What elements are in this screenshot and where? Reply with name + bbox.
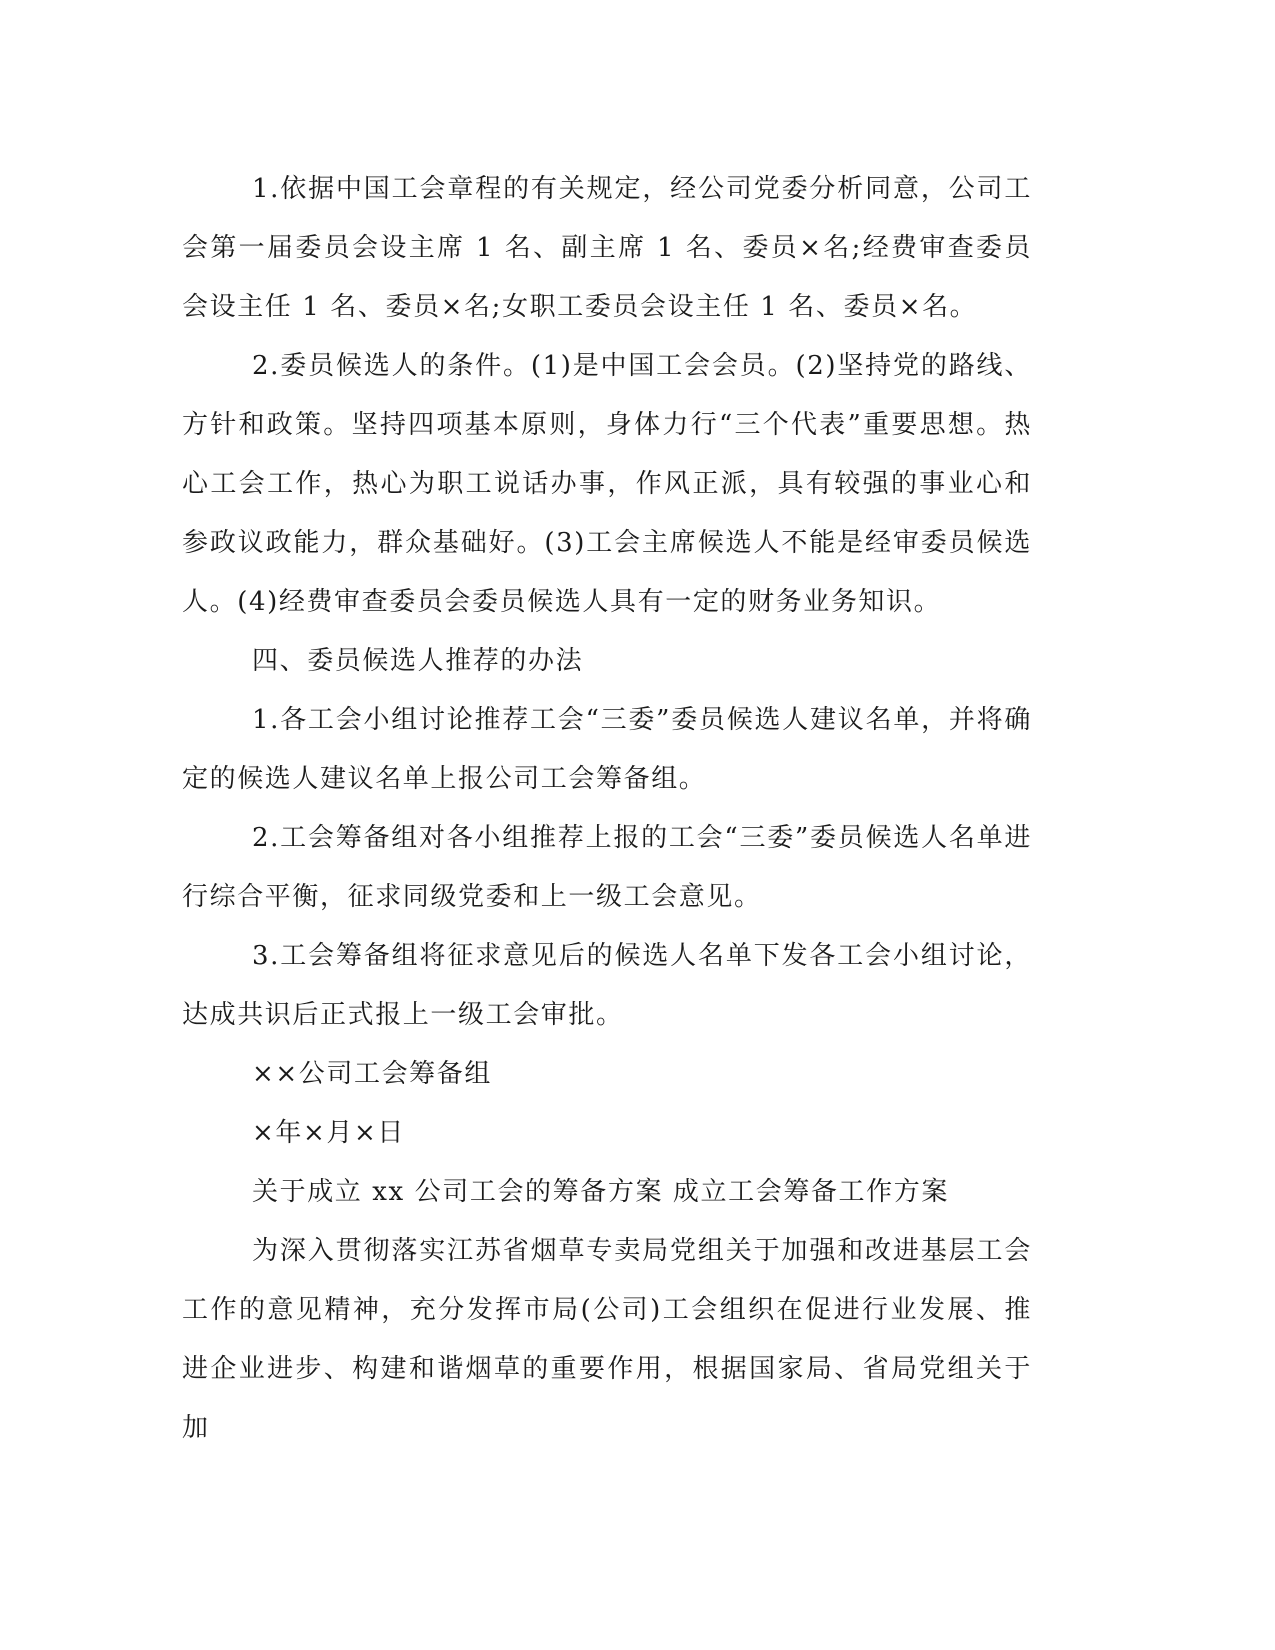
paragraph-committee-setup: 1.依据中国工会章程的有关规定，经公司党委分析同意，公司工会第一届委员会设主席 1 名、副主席 1 名、委员×名;经费审查委员会设主任 1 名、委员×名;女职工委员会设主任 1 名、委员×名。 bbox=[182, 174, 1032, 322]
paragraph-recommend-step-1: 1.各工会小组讨论推荐工会“三委”委员候选人建议名单，并将确定的候选人建议名单上报公司工会筹备组。 bbox=[182, 705, 1032, 794]
section-heading-recommendation-method: 四、委员候选人推荐的办法 bbox=[252, 646, 584, 676]
document-subtitle: 关于成立 xx 公司工会的筹备方案 成立工会筹备工作方案 bbox=[252, 1177, 949, 1207]
paragraph-intro-purpose: 为深入贯彻落实江苏省烟草专卖局党组关于加强和改进基层工会工作的意见精神，充分发挥市局(公司)工会组织在促进行业发展、推进企业进步、构建和谐烟草的重要作用，根据国家局、省局党组关于加 bbox=[182, 1236, 1032, 1443]
paragraph-recommend-step-3: 3.工会筹备组将征求意见后的候选人名单下发各工会小组讨论，达成共识后正式报上一级工会审批。 bbox=[182, 941, 1032, 1030]
signature-organization: ××公司工会筹备组 bbox=[252, 1059, 492, 1089]
signature-date: ×年×月×日 bbox=[252, 1118, 405, 1148]
paragraph-candidate-conditions: 2.委员候选人的条件。(1)是中国工会会员。(2)坚持党的路线、方针和政策。坚持四项基本原则，身体力行“三个代表”重要思想。热心工会工作，热心为职工说话办事，作风正派，具有较强的事业心和参政议政能力，群众基础好。(3)工会主席候选人不能是经审委员候选人。(4)经费审查委员会委员候选人具有一定的财务业务知识。 bbox=[182, 351, 1032, 617]
document-page bbox=[182, 160, 1032, 1458]
paragraph-recommend-step-2: 2.工会筹备组对各小组推荐上报的工会“三委”委员候选人名单进行综合平衡，征求同级党委和上一级工会意见。 bbox=[182, 823, 1032, 912]
